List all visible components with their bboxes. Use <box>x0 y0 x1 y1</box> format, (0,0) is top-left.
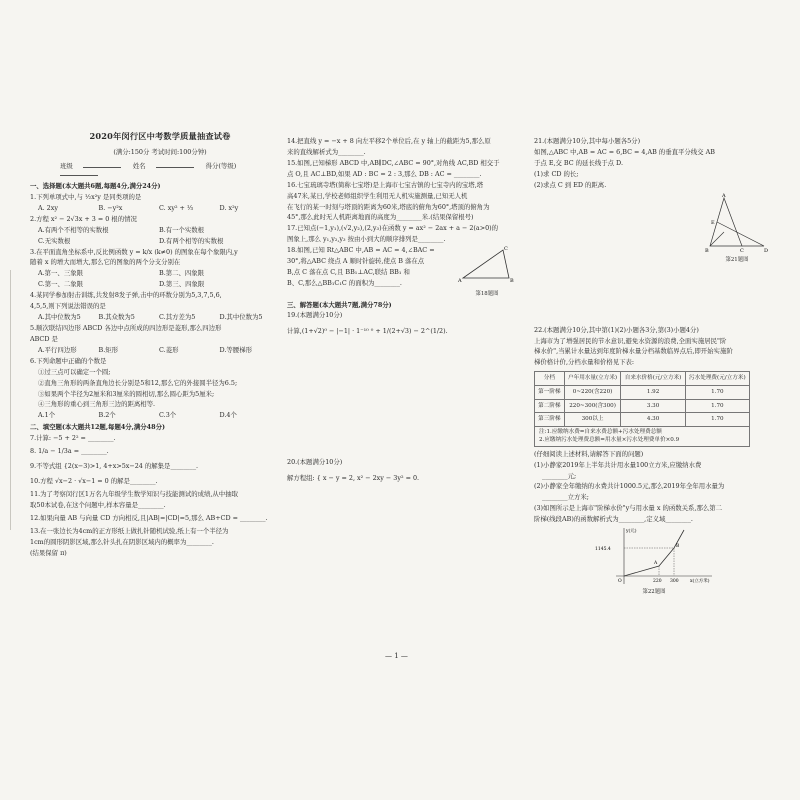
option: B.矩形 <box>98 345 119 354</box>
question-17-cont: 图象上,那么 y₁,y₂,y₃ 按由小到大的顺序排列是________. <box>287 235 446 244</box>
figure-21-caption: 第21题图 <box>725 256 749 263</box>
question-22-part3: (3)如图所示是上海市"阶梯水价"y与用水量 x 的函数关系,那么第二 <box>534 504 723 513</box>
option: A.有两个不相等的实数根 <box>38 225 109 234</box>
column-2 <box>287 137 522 485</box>
option: C.其方差为5 <box>159 313 196 322</box>
question-22-part2-blank: ________立方米; <box>542 493 589 502</box>
option: B.2个 <box>98 411 116 420</box>
question-16-cont3: 45°,那么此时无人机距离地面的高度为________米.(结果保留根号) <box>287 213 474 222</box>
table-row <box>535 399 750 413</box>
page-number: — 1 — <box>385 652 408 660</box>
question-18-cont1: 30°,将△ABC 绕点 A 顺时针旋转,使点 B 落在点 <box>287 257 425 266</box>
answer-space-19 <box>287 338 522 458</box>
question-15: 15.如图,已知梯形 ABCD 中,AB∥DC,∠ABC = 90°,对角线 AC,BD 相交于 <box>287 158 500 167</box>
label-a: A <box>458 278 462 285</box>
water-price-table <box>534 371 750 427</box>
question-1-options <box>30 204 280 214</box>
question-10: 10.方程 √x−2 · √x−1 = 0 的解是________. <box>30 476 158 485</box>
table-header: 自来水价格(元/立方米) <box>621 372 685 386</box>
question-6-item: ②直角三角形的两条直角边长分别是5和12,那么它的外接圆半径为6.5; <box>38 378 238 387</box>
point-b: B <box>676 544 680 550</box>
question-1: 1.下列单项式中,与 ½x²y 是同类项的是 <box>30 192 142 201</box>
option: A. 2xy <box>38 203 58 212</box>
question-18-text <box>287 246 457 298</box>
class-label: 班级 <box>60 162 73 170</box>
label-b: B <box>705 247 709 254</box>
option: D.4个 <box>219 411 237 420</box>
option: C.菱形 <box>159 345 179 354</box>
question-4-cont: 4,5,5,则下列说法错误的是 <box>30 302 106 311</box>
question-22-text3: 梯价格计价,分档水量和价格见下表: <box>534 358 635 367</box>
triangle-figure-21 <box>702 192 772 254</box>
question-6-item: ④三角形的重心到三角形三边的距离相等. <box>38 400 156 409</box>
question-6: 6.下列命题中正确的个数是 <box>30 356 107 365</box>
table-notes <box>534 427 750 447</box>
table-row <box>535 413 750 427</box>
question-11: 11.为了考察闵行区1万名九年级学生数学知识与技能测试的成绩,从中抽取 <box>30 489 238 498</box>
axis-label-x: x(立方米) <box>690 579 710 585</box>
tick-300: 300 <box>670 579 679 585</box>
question-5-cont: ABCD 是 <box>30 334 58 343</box>
question-16-cont2: 在飞行的某一时刻与塔顶的距离为60米,塔底的俯角为60°,塔顶的俯角为 <box>287 202 490 211</box>
table-cell: 1.70 <box>685 385 749 399</box>
figure-22 <box>534 526 784 598</box>
column-1 <box>30 180 280 559</box>
table-cell: 4.30 <box>621 413 685 427</box>
question-22-part1-blank: ________元; <box>542 471 577 480</box>
name-blank <box>156 162 194 168</box>
tick-220: 220 <box>653 579 662 585</box>
table-cell: 第二阶梯 <box>535 399 565 413</box>
question-3-options-row2 <box>30 280 280 290</box>
question-2-options-row1 <box>30 226 280 236</box>
question-16-cont1: 高47米,某日,学校老师组织学生利用无人机实施测量,已知无人机 <box>287 191 468 200</box>
option: C.无实数根 <box>38 236 71 245</box>
score-blank <box>60 170 98 176</box>
table-cell: 1.70 <box>685 399 749 413</box>
figure-18 <box>457 246 517 298</box>
question-6-item: ③如果两个半径为2厘米和3厘米的圆相切,那么圆心距为5厘米; <box>38 389 215 398</box>
question-16: 16.七宝琉璃寺塔(简称七宝塔)是上海市七宝古镇的七宝寺内的宝塔,塔 <box>287 180 484 189</box>
question-3-cont: 随着 x 的增大而增大,那么它的图象的两个分支分别在 <box>30 258 181 267</box>
option: D.等腰梯形 <box>219 345 252 354</box>
table-header: 户年用水量(立方米) <box>564 372 621 386</box>
origin-label: O <box>618 579 622 585</box>
binding-edge <box>10 270 20 530</box>
question-21-text: 如图,△ABC 中,AB = AC = 6,BC = 4,AB 的垂直平分线交 AB <box>534 147 715 156</box>
option: B.第二、四象限 <box>159 269 205 278</box>
question-17: 17.已知点(−1,y₁),(√2,y₂),(2,y₃)在函数 y = ax² − 2ax + a − 2(a>0)的 <box>287 224 499 233</box>
question-12: 12.如果向量 AB 与向量 CD 方向相反,且|AB|=|CD|=5,那么 AB+CD = ________. <box>30 513 268 522</box>
option: D. x²y <box>219 203 239 212</box>
label-c: C <box>504 246 508 253</box>
figure-22-caption: 第22题图 <box>642 589 666 596</box>
option: C. xy² + ⅓ <box>159 203 194 212</box>
exam-subtitle: (满分:150分 考试时间:100分钟) <box>113 148 207 156</box>
figure-21 <box>534 192 784 270</box>
option: A.平行四边形 <box>38 345 77 354</box>
question-4-options <box>30 313 280 323</box>
table-cell: 300以上 <box>564 413 621 427</box>
figure-18-caption: 第18题图 <box>475 291 499 298</box>
question-9: 9.不等式组 {2(x−3)>1, 4+x>5x−24 的解集是________. <box>30 462 199 471</box>
question-21-cont: 于点 E,交 BC 的延长线于点 D. <box>534 158 623 167</box>
table-cell: 3.30 <box>621 399 685 413</box>
question-22-part2: (2)小静家全年缴纳的水费共计1000.5元,那么2019年全年用水量为 <box>534 482 725 491</box>
table-cell: 1.92 <box>621 385 685 399</box>
label-d: D <box>764 247 769 254</box>
question-4: 4.某同学参加射击训练,共发射8发子弹,击中的环数分别为5,3,7,5,6, <box>30 291 222 300</box>
question-22-part1: (1)小静家2019年上半年共计用水量100立方米,应缴纳水费 <box>534 460 702 469</box>
table-cell: 1.70 <box>685 413 749 427</box>
table-cell: 0~220(含220) <box>564 385 621 399</box>
label-c: C <box>740 247 744 254</box>
exam-title: 2020年闵行区中考数学质量抽查试卷 <box>89 131 231 141</box>
option: B. −y²x <box>98 203 123 212</box>
section-3-heading: 三、解答题(本大题共7题,满分78分) <box>287 300 392 309</box>
table-header: 分档 <box>535 372 565 386</box>
student-info-line <box>60 161 280 178</box>
question-8: 8. 1/a − 1/3a = ________. <box>30 447 109 456</box>
section-2-heading: 二、填空题(本大题共12题,每题4分,满分48分) <box>30 423 165 432</box>
option: C.3个 <box>159 411 177 420</box>
triangle-figure <box>457 246 517 286</box>
table-note-2: 2.应缴纳污水处理费总额=用水量×污水处理费单价×0.9 <box>539 437 680 444</box>
question-20-expr: 解方程组: { x − y = 2, x² − 2xy − 3y² = 0. <box>287 474 420 483</box>
question-5: 5.顺次联结四边形 ABCD 各边中点所成的四边形是菱形,那么四边形 <box>30 323 222 332</box>
point-a: A <box>654 561 658 567</box>
column-3 <box>534 137 784 598</box>
option: A.1个 <box>38 411 56 420</box>
question-5-options <box>30 346 280 356</box>
question-18-cont2: B,点 C 落在点 C,且 BB₁⊥AC,联结 BB₁ 和 <box>287 268 410 277</box>
score-label: 得分(等级) <box>205 162 237 170</box>
question-2-options-row2 <box>30 237 280 247</box>
option: D.第三、四象限 <box>159 280 205 289</box>
table-cell: 220~300(含300) <box>564 399 621 413</box>
question-18: 18.如图,已知 Rt△ABC 中,AB = AC = 4,∠BAC = <box>287 246 435 255</box>
question-19-expr: 计算,(1+√2)⁰ − |−1| · 1⁻¹⁰ ⁰ + 1/(2+√3) − 2^(1/2). <box>287 327 448 336</box>
piecewise-graph <box>594 526 714 588</box>
question-2: 2.方程 x² − 2√3x + 3 = 0 根的情况 <box>30 214 137 223</box>
axis-label-y: y(元) <box>626 529 637 535</box>
label-e: E <box>711 219 715 226</box>
question-18-block <box>287 246 522 298</box>
question-11-cont: 取50本试卷,在这个问题中,样本容量是________. <box>30 500 166 509</box>
question-6-item: ①过三点可以确定一个圆; <box>38 367 111 376</box>
question-15-cont: 点 O,且 AC⊥BD,如果 AD : BC = 2 : 3,那么 DB : AC = ________. <box>287 169 482 178</box>
table-note-1: 注:1.应缴纳水费=自来水费总额+污水处理费总额 <box>539 428 662 435</box>
option: B.有一个实数根 <box>159 225 205 234</box>
question-3-options-row1 <box>30 269 280 279</box>
question-14: 14.把直线 y = −x + 8 向左平移2个单位后,在 y 轴上的截距为5,那么原 <box>287 137 491 145</box>
question-21: 21.(本题满分10分,其中每小题各5分) <box>534 137 641 145</box>
question-21-part1: (1)求 CD 的长; <box>534 169 579 178</box>
answer-space-21 <box>534 270 784 326</box>
name-label: 姓名 <box>132 162 146 170</box>
question-6-options <box>30 411 280 421</box>
table-header: 污水处理费(元/立方米) <box>685 372 749 386</box>
question-22-part3-cont: 阶梯(线段AB)的函数解析式为________,定义域________. <box>534 515 693 524</box>
question-22-text2: 梯水价",当累计水量达到年度阶梯水量分档基数临界点后,即开始实施阶 <box>534 347 733 356</box>
table-cell: 第三阶梯 <box>535 413 565 427</box>
option: C.第一、二象限 <box>38 280 84 289</box>
question-21-part2: (2)求点 C 到 ED 的距离. <box>534 180 607 189</box>
question-13-cont: 1cm的圆形阴影区域,那么针头扎在阴影区域内的概率为________. <box>30 537 214 546</box>
question-18-cont3: B、C,那么△BB₁C₁C 的面积为________. <box>287 278 402 287</box>
question-19: 19.(本题满分10分) <box>287 311 343 320</box>
question-20: 20.(本题满分10分) <box>287 458 343 467</box>
class-blank <box>83 162 121 168</box>
table-cell: 第一阶梯 <box>535 385 565 399</box>
option: D.其中位数为5 <box>219 313 263 322</box>
table-header-row <box>535 372 750 386</box>
option: D.有两个相等的实数根 <box>159 236 224 245</box>
option: B.其众数为5 <box>98 313 135 322</box>
label-b: B <box>510 278 514 285</box>
option: A.其中位数为5 <box>38 313 81 322</box>
question-22-text1: 上海市为了增强居民的节水意识,避免水资源的浪费,全面实施居民"阶 <box>534 336 727 345</box>
question-3: 3.在平面直角坐标系中,反比例函数 y = k/x (k≠0) 的图象在每个象限内,y <box>30 247 238 256</box>
option: A.第一、三象限 <box>38 269 83 278</box>
question-13: 13.在一张边长为4cm的正方形纸上做扎针随机试验,纸上有一个半径为 <box>30 526 229 535</box>
question-7: 7.计算: −5 + 2² = ________. <box>30 434 116 443</box>
section-1-heading: 一、选择题(本大题共6题,每题4分,满分24分) <box>30 182 161 190</box>
value-label: 1145.4 <box>595 547 611 553</box>
question-13-note: (结果保留 π) <box>30 548 67 557</box>
question-22-instruction: (仔细阅读上述材料,请解答下面的问题) <box>534 449 644 458</box>
label-a: A <box>722 192 726 199</box>
table-row <box>535 385 750 399</box>
question-22: 22.(本题满分10分,其中第(1)(2)小题各3分,第(3)小题4分) <box>534 325 699 334</box>
question-14-cont: 来的直线解析式为________. <box>287 147 366 156</box>
